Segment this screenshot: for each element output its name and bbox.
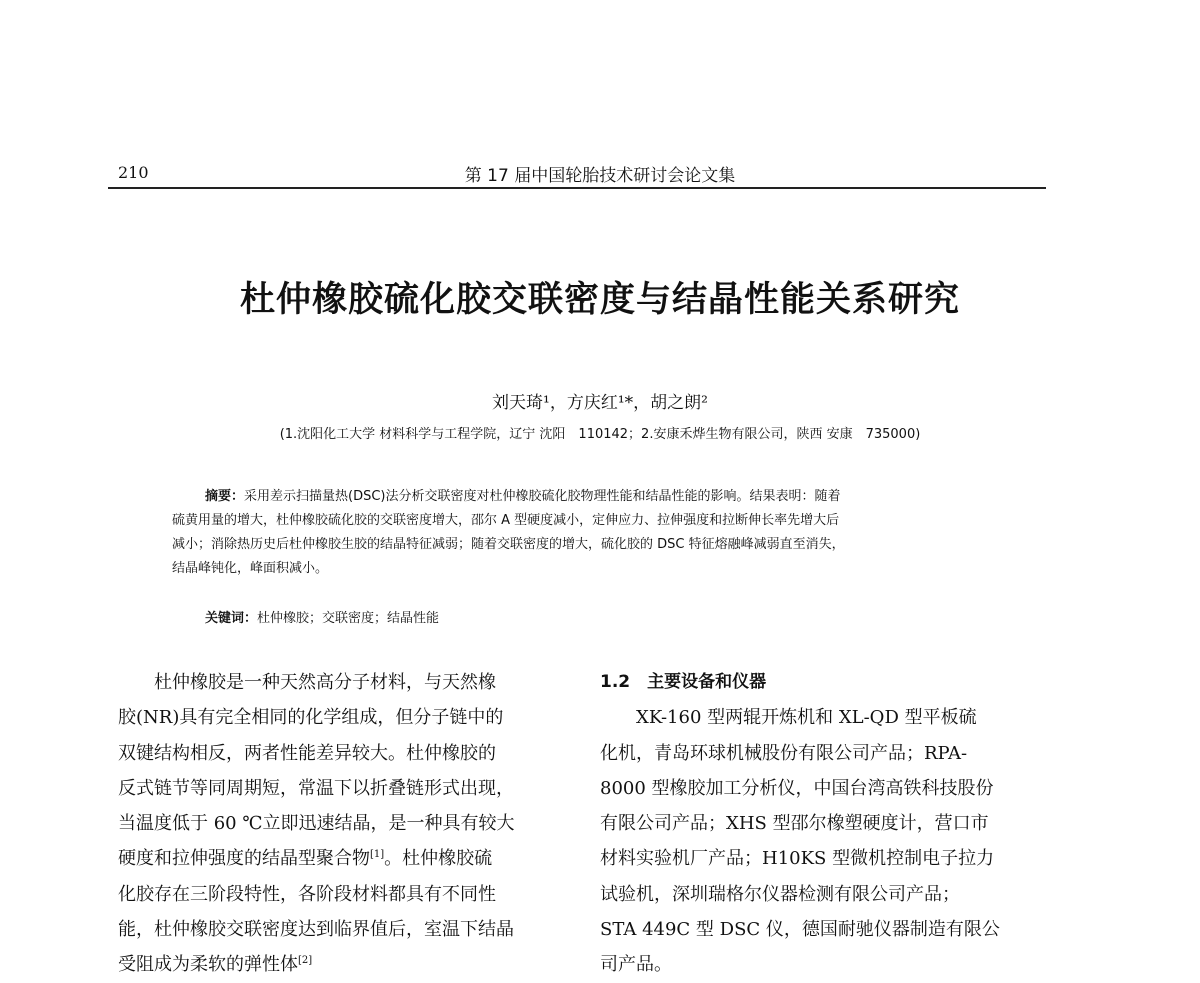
body-paragraph-1-cont: 。杜仲橡胶硫 化胶存在三阶段特性，各阶段材料都具有不同性 能，杜仲橡胶交联密度达到临界值后，室温下结晶 受阻成为柔软的弹性体	[118, 848, 514, 976]
abstract-text: 采用差示扫描量热(DSC)法分析交联密度对杜仲橡胶硫化胶物理性能和结晶性能的影响。结果表明：随着 硫黄用量的增大，杜仲橡胶硫化胶的交联密度增大，邵尔 A 型硬度减小，定伸应力、拉伸强度和拉断伸长率先增大后 减小；消除热历史后杜仲橡胶生胶的结晶特征减弱；随着交联密度的增大，硫化胶的 DSC 特征熔融峰减弱直至消失， 结晶峰钝化，峰面积减小。	[172, 489, 845, 576]
abstract-label: 摘要：	[205, 489, 245, 504]
body-paragraph-1: 杜仲橡胶是一种天然高分子材料，与天然橡 胶(NR)具有完全相同的化学组成，但分子链中的 双键结构相反，两者性能差异较大。杜仲橡胶的 反式链节等同周期短，常温下以折叠链形式出现， 当温度低于 60 ℃立即迅速结晶，是一种具有较大 硬度和拉伸强度的结晶型聚合物	[118, 672, 515, 870]
keywords	[172, 607, 439, 626]
affiliations: (1.沈阳化工大学 材料科学与工程学院，辽宁 沈阳 110142；2.安康禾烨生物有限公司，陕西 安康 735000)	[279, 427, 921, 442]
body-column-right	[600, 665, 1050, 983]
citation-1: [1]	[370, 849, 385, 861]
citation-2: [2]	[298, 955, 313, 967]
abstract	[172, 485, 992, 581]
body-column-left	[118, 665, 558, 983]
header-rule	[108, 187, 1046, 189]
author-list: 刘天琦¹，方庆红¹*，胡之朗²	[492, 393, 708, 413]
section-heading-1-2: 1.2 主要设备和仪器	[600, 672, 767, 692]
keywords-label: 关键词：	[205, 611, 258, 626]
keywords-text: 杜仲橡胶；交联密度；结晶性能	[257, 611, 440, 626]
paper-title: 杜仲橡胶硫化胶交联密度与结晶性能关系研究	[239, 280, 960, 320]
running-header-title: 第 17 届中国轮胎技术研讨会论文集	[464, 166, 736, 186]
equipment-paragraph: XK-160 型两辊开炼机和 XL-QD 型平板硫 化机，青岛环球机械股份有限公司产品；RPA- 8000 型橡胶加工分析仪，中国台湾高铁科技股份 有限公司产品；XHS 型邵尔橡塑硬度计，营口市 材料实验机厂产品；H10KS 型微机控制电子拉力 试验机，深圳瑞格尔仪器检测有限公司产品； STA 449C 型 DSC 仪，德国耐驰仪器制造有限公 司产品。	[600, 707, 1000, 976]
page-number: 210	[118, 163, 149, 182]
